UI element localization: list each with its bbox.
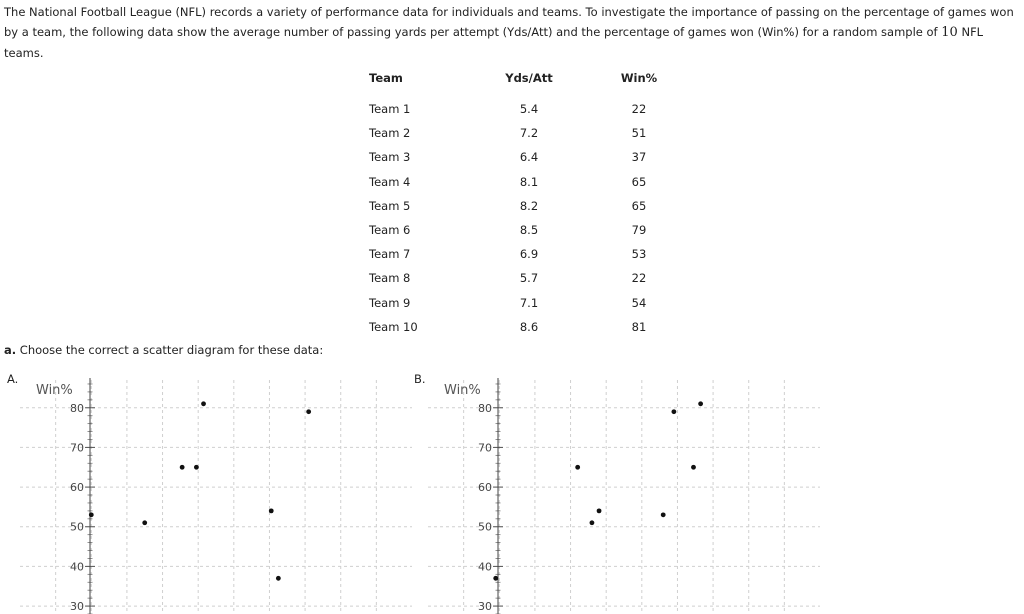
yds-cell: 6.9 xyxy=(519,247,539,262)
table-row xyxy=(360,170,689,194)
table-row xyxy=(360,291,689,315)
table-row xyxy=(360,315,689,339)
intro-text-after: NFL teams. xyxy=(4,25,984,60)
scatter-point xyxy=(201,401,206,406)
yds-cell: 8.2 xyxy=(519,198,539,213)
y-tick-label: 60 xyxy=(70,481,84,495)
table-row xyxy=(360,194,689,218)
win-cell: 51 xyxy=(631,126,647,141)
win-cell: 53 xyxy=(631,247,647,262)
y-axis-label: Win% xyxy=(36,383,73,398)
header-win-pct: Win% xyxy=(620,71,658,85)
win-cell: 79 xyxy=(631,223,647,238)
y-tick-label: 80 xyxy=(70,401,84,415)
y-tick-label: 70 xyxy=(478,441,492,455)
table-row xyxy=(360,242,689,266)
scatter-point xyxy=(194,465,199,470)
team-cell: Team 8 xyxy=(369,271,411,286)
team-cell: Team 7 xyxy=(369,247,411,262)
question-text: Choose the correct a scatter diagram for these data: xyxy=(16,343,324,357)
win-cell: 65 xyxy=(631,174,647,189)
y-tick-label: 30 xyxy=(478,600,492,614)
table-row xyxy=(360,266,689,290)
team-cell: Team 4 xyxy=(369,174,411,189)
scatter-option-b[interactable] xyxy=(428,372,828,614)
nfl-data-table xyxy=(360,66,689,339)
table-row xyxy=(360,145,689,169)
win-cell: 37 xyxy=(631,150,647,165)
scatter-point xyxy=(269,508,274,513)
option-a-label[interactable]: A. xyxy=(7,372,19,386)
scatter-point xyxy=(661,512,666,517)
scatter-point xyxy=(493,576,498,581)
win-cell: 22 xyxy=(631,271,647,286)
y-tick-label: 80 xyxy=(478,401,492,415)
yds-cell: 6.4 xyxy=(519,150,539,165)
scatter-point xyxy=(142,520,147,525)
scatter-chart-b xyxy=(428,372,828,614)
table-row xyxy=(360,97,689,121)
y-tick-label: 60 xyxy=(478,481,492,495)
header-yds-att: Yds/Att xyxy=(505,71,553,85)
scatter-point xyxy=(306,409,311,414)
table-row xyxy=(360,218,689,242)
y-tick-label: 30 xyxy=(70,600,84,614)
scatter-chart-a xyxy=(20,372,420,614)
scatter-point xyxy=(597,508,602,513)
problem-statement xyxy=(4,2,1016,63)
y-tick-label: 40 xyxy=(478,560,492,574)
yds-cell: 5.4 xyxy=(519,102,539,117)
option-b-label[interactable]: B. xyxy=(414,372,426,386)
team-cell: Team 10 xyxy=(369,319,418,334)
scatter-point xyxy=(691,465,696,470)
yds-cell: 7.2 xyxy=(519,126,539,141)
win-cell: 81 xyxy=(631,319,647,334)
win-cell: 22 xyxy=(631,102,647,117)
question-a xyxy=(4,343,323,357)
team-cell: Team 6 xyxy=(369,223,411,238)
table-row xyxy=(360,121,689,145)
scatter-point xyxy=(671,409,676,414)
table-header-row xyxy=(360,66,689,90)
scatter-point xyxy=(89,512,94,517)
y-tick-label: 40 xyxy=(70,560,84,574)
yds-cell: 7.1 xyxy=(519,295,539,310)
team-cell: Team 3 xyxy=(369,150,411,165)
yds-cell: 8.5 xyxy=(519,223,539,238)
scatter-point xyxy=(180,465,185,470)
intro-text-before: The National Football League (NFL) records a variety of performance data for individuals and teams. To investigate the importance of passing on the percentage of games won by a team, the following data show the average number of passing yards per attempt (Yds/Att) and the percentage of games won (Win%) for a random sample of xyxy=(4,5,1014,39)
header-team: Team xyxy=(369,71,403,85)
team-cell: Team 9 xyxy=(369,295,411,310)
y-axis-label: Win% xyxy=(444,383,481,398)
question-prefix: a. xyxy=(4,343,17,357)
win-cell: 54 xyxy=(631,295,647,310)
scatter-option-a[interactable] xyxy=(20,372,420,614)
y-tick-label: 50 xyxy=(478,520,492,534)
scatter-point xyxy=(698,401,703,406)
team-cell: Team 2 xyxy=(369,126,411,141)
team-cell: Team 1 xyxy=(369,102,411,117)
y-tick-label: 50 xyxy=(70,520,84,534)
yds-cell: 8.6 xyxy=(519,319,539,334)
scatter-point xyxy=(276,576,281,581)
team-cell: Team 5 xyxy=(369,198,411,213)
yds-cell: 5.7 xyxy=(519,271,539,286)
scatter-point xyxy=(590,520,595,525)
yds-cell: 8.1 xyxy=(519,174,539,189)
y-tick-label: 70 xyxy=(70,441,84,455)
sample-size: 10 xyxy=(941,25,958,40)
win-cell: 65 xyxy=(631,198,647,213)
scatter-point xyxy=(575,465,580,470)
